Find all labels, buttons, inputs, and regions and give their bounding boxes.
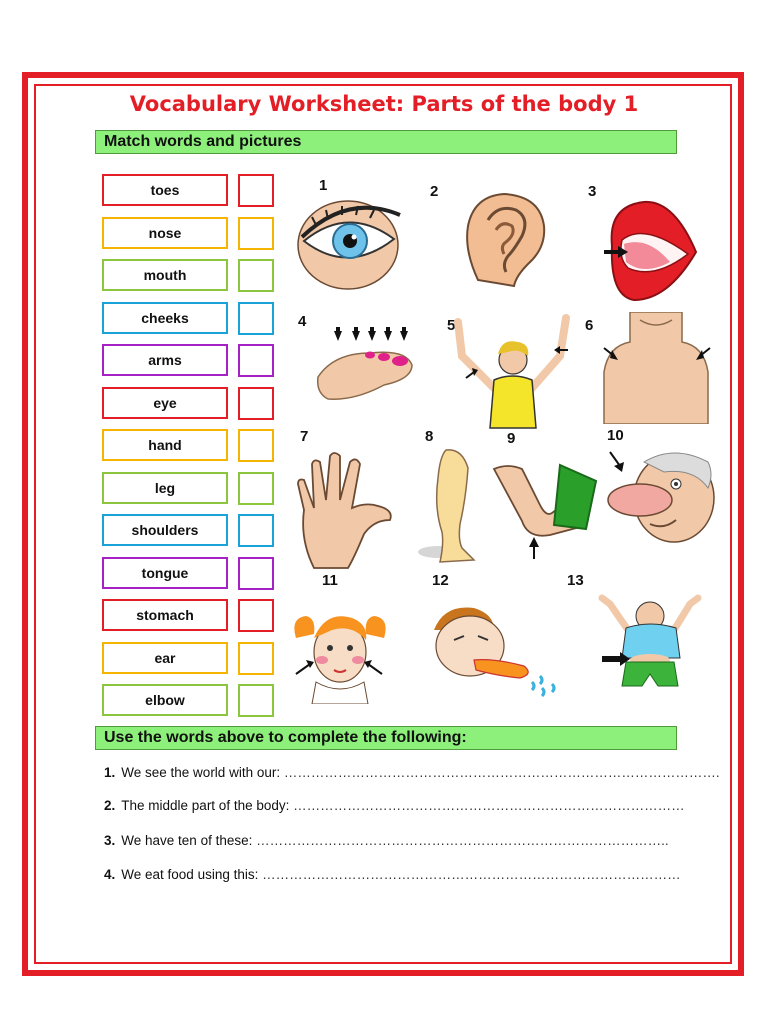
shoulders-picture bbox=[600, 312, 712, 424]
mouth-picture bbox=[424, 600, 564, 704]
answer-box[interactable] bbox=[238, 387, 274, 420]
word-box-eye: eye bbox=[102, 387, 228, 419]
picture-number: 13 bbox=[567, 572, 584, 589]
question-text: We eat food using this: bbox=[121, 867, 259, 882]
word-box-shoulders: shoulders bbox=[102, 514, 228, 546]
answer-box[interactable] bbox=[238, 302, 274, 335]
word-box-elbow: elbow bbox=[102, 684, 228, 716]
answer-box[interactable] bbox=[238, 472, 274, 505]
picture-number: 11 bbox=[322, 572, 338, 589]
word-box-nose: nose bbox=[102, 217, 228, 249]
picture-number: 3 bbox=[588, 183, 597, 200]
elbow-picture bbox=[488, 455, 600, 561]
picture-number: 8 bbox=[425, 428, 434, 445]
answer-blank[interactable]: ……………………………………………………………………………………. bbox=[283, 765, 720, 780]
cheeks-picture bbox=[286, 604, 394, 704]
question-text: We have ten of these: bbox=[121, 833, 253, 848]
question-number: 4. bbox=[104, 867, 116, 882]
answer-blank[interactable]: ………………………………………………………………………………… bbox=[262, 867, 681, 882]
hand-picture bbox=[294, 450, 396, 570]
question-item bbox=[104, 765, 720, 780]
question-item bbox=[104, 798, 685, 813]
answer-box[interactable] bbox=[238, 684, 274, 717]
word-box-arms: arms bbox=[102, 344, 228, 376]
leg-picture bbox=[416, 448, 486, 572]
worksheet-title: Vocabulary Worksheet: Parts of the body 1 bbox=[129, 92, 639, 116]
answer-box[interactable] bbox=[238, 217, 274, 250]
question-item bbox=[104, 867, 681, 882]
eye-picture bbox=[296, 195, 402, 291]
answer-box[interactable] bbox=[238, 642, 274, 675]
answer-blank[interactable]: …………………………………………………………………………… bbox=[293, 798, 685, 813]
picture-number: 5 bbox=[447, 317, 456, 334]
picture-number: 4 bbox=[298, 313, 307, 330]
answer-box[interactable] bbox=[238, 514, 274, 547]
nose-picture bbox=[604, 448, 718, 546]
answer-box[interactable] bbox=[238, 429, 274, 462]
word-box-hand: hand bbox=[102, 429, 228, 461]
picture-number: 9 bbox=[507, 430, 516, 447]
picture-number: 6 bbox=[585, 317, 594, 334]
question-number: 1. bbox=[104, 765, 116, 780]
question-number: 2. bbox=[104, 798, 116, 813]
answer-blank[interactable]: ……………………………………………………………………………….. bbox=[256, 833, 669, 848]
section-heading-complete: Use the words above to complete the following: bbox=[95, 726, 677, 750]
answer-box[interactable] bbox=[238, 174, 274, 207]
question-text: The middle part of the body: bbox=[121, 798, 290, 813]
tongue-picture bbox=[604, 196, 700, 306]
toes-picture bbox=[314, 327, 418, 407]
answer-box[interactable] bbox=[238, 557, 274, 590]
question-text: We see the world with our: bbox=[121, 765, 281, 780]
stomach-picture bbox=[598, 590, 704, 694]
word-box-stomach: stomach bbox=[102, 599, 228, 631]
picture-number: 2 bbox=[430, 183, 439, 200]
ear-picture bbox=[458, 190, 550, 290]
answer-box[interactable] bbox=[238, 599, 274, 632]
word-box-mouth: mouth bbox=[102, 259, 228, 291]
arms-picture bbox=[448, 308, 578, 430]
word-box-tongue: tongue bbox=[102, 557, 228, 589]
answer-box[interactable] bbox=[238, 259, 274, 292]
picture-number: 12 bbox=[432, 572, 449, 589]
word-box-leg: leg bbox=[102, 472, 228, 504]
section-heading-match: Match words and pictures bbox=[95, 130, 677, 154]
question-item bbox=[104, 833, 669, 848]
word-box-cheeks: cheeks bbox=[102, 302, 228, 334]
word-box-toes: toes bbox=[102, 174, 228, 206]
word-box-ear: ear bbox=[102, 642, 228, 674]
picture-number: 1 bbox=[319, 177, 328, 194]
question-number: 3. bbox=[104, 833, 116, 848]
picture-number: 7 bbox=[300, 428, 309, 445]
answer-box[interactable] bbox=[238, 344, 274, 377]
picture-number: 10 bbox=[607, 427, 624, 444]
